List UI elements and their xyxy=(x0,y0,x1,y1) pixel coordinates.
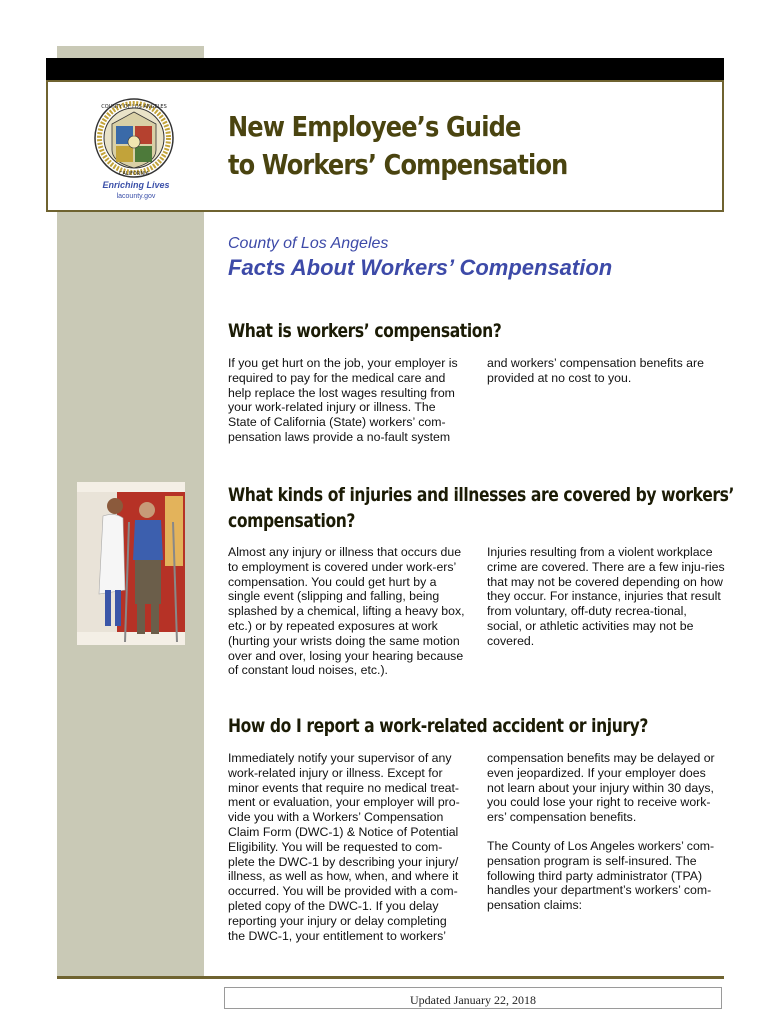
section-3-right-column xyxy=(487,751,725,927)
footer-box xyxy=(224,987,722,1009)
page-title xyxy=(228,108,567,184)
county-subtitle: County of Los Angeles xyxy=(228,235,389,252)
section-3-right-paragraph-2: The County of Los Angeles workers’ com-pensation program is self-insured. The following third party administrator (TPA) handles your department’s workers’ com-pensation claims: xyxy=(487,838,715,913)
tagline-enriching-lives: Enriching Lives xyxy=(102,180,170,190)
section-heading-injuries-line-2: compensation? xyxy=(228,510,356,532)
facts-heading: Facts About Workers’ Compensation xyxy=(228,255,613,280)
svg-text:CALIFORNIA: CALIFORNIA xyxy=(118,171,150,177)
page-title-line-2: to Workers’ Compensation xyxy=(228,148,568,181)
section-heading-what-is: What is workers’ compensation? xyxy=(228,320,502,342)
section-3-right-paragraph-1: compensation benefits may be delayed or even jeopardized. If your employer does not learn about your injury within 30 days, you could lose your right to receive work-ers’ compensation benefits. xyxy=(487,751,715,825)
section-heading-how-report: How do I report a work-related accident or injury? xyxy=(228,715,649,737)
section-2-left-column: Almost any injury or illness that occurs due to employment is covered under work-ers’ compensation. You could get hurt by a single event (slipping and falling, being splashed by a chemical, lifting a heavy box, etc.) or by repeated exposures at work (hurting your wrists doing the same motion over and over, losing your hearing because of constant loud noises, etc.). xyxy=(228,545,465,678)
section-3-left-column: Immediately notify your supervisor of any work-related injury or illness. Except for minor events that require no medical treat-ment or evaluation, your employer will pro-vide you with a Workers’ Compensation Claim Form (DWC-1) & Notice of Potential Eligibility. You will be requested to com-plete the DWC-1 by describing your injury/ illness, as well as how, when, and where it occurred. You will be provided with a com-pleted copy of the DWC-1. If you delay reporting your injury or delay completing the DWC-1, your entitlement to workers’ xyxy=(228,751,460,943)
svg-text:COUNTY OF LOS ANGELES: COUNTY OF LOS ANGELES xyxy=(101,104,167,110)
county-seal-logo xyxy=(94,98,174,178)
section-heading-injuries-covered xyxy=(228,482,734,534)
section-1-right-column: and workers’ compensation benefits are provided at no cost to you. xyxy=(487,356,704,385)
tagline-site: lacounty.gov xyxy=(116,193,156,200)
section-heading-injuries-line-1: What kinds of injuries and illnesses are covered by workers’ xyxy=(228,484,735,506)
footer-updated-date: Updated January 22, 2018 xyxy=(410,993,536,1007)
top-black-bar xyxy=(46,58,724,80)
page-title-line-1: New Employee’s Guide xyxy=(228,110,521,143)
section-1-left-column: If you get hurt on the job, your employer is required to pay for the medical care and help replace the lost wages resulting from your work-related injury or illness. The State of California (State) workers’ com-pensation laws provide a no-fault system xyxy=(228,356,458,444)
title-box xyxy=(46,80,724,212)
logo-tagline xyxy=(88,180,184,202)
footer-rule xyxy=(57,976,724,979)
doctor-patient-photo xyxy=(77,482,185,645)
section-2-right-column: Injuries resulting from a violent workplace crime are covered. There are a few inju-ries that may not be covered depending on how they occur. For instance, injuries that result from voluntary, off-duty recrea-tional, social, or athletic activities may not be covered. xyxy=(487,545,725,648)
